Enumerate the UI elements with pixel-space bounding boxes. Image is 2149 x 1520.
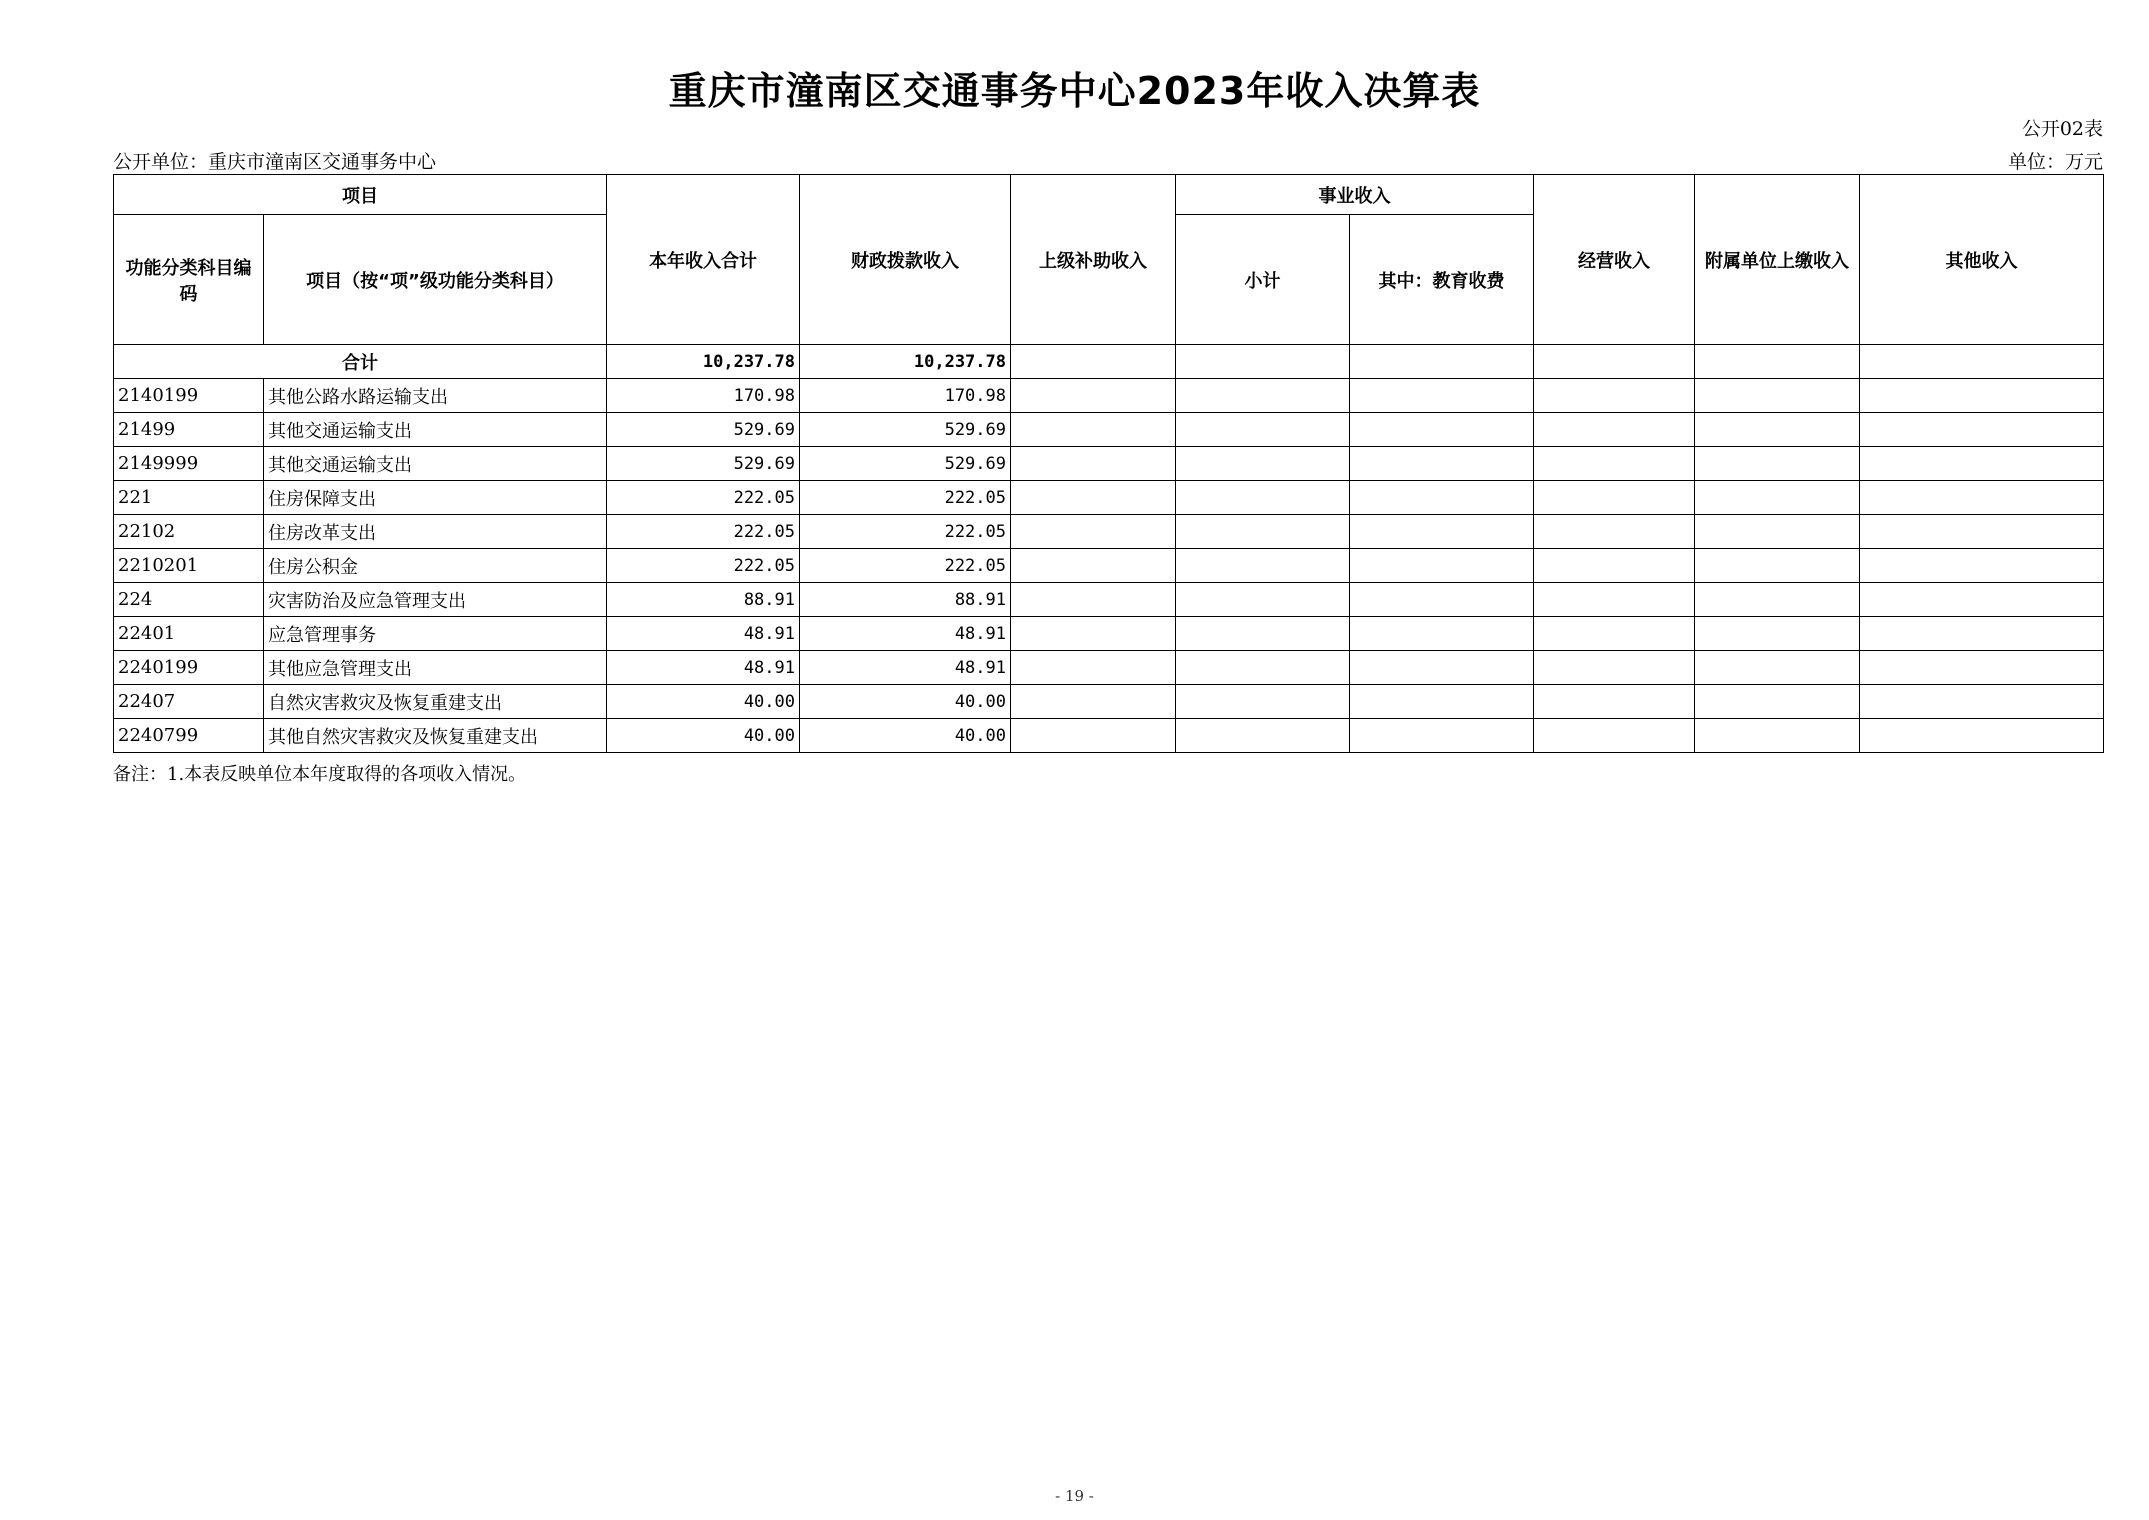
table-row [114, 447, 2104, 481]
row-name: 住房保障支出 [264, 481, 607, 515]
table-row [114, 481, 2104, 515]
row-total: 222.05 [607, 549, 800, 583]
row-name: 其他公路水路运输支出 [264, 379, 607, 413]
row-total: 222.05 [607, 481, 800, 515]
row-fiscal: 170.98 [800, 379, 1011, 413]
row-total: 170.98 [607, 379, 800, 413]
total-row [114, 345, 2104, 379]
row-code: 22102 [114, 515, 264, 549]
header-education: 其中：教育收费 [1350, 215, 1534, 345]
page-title: 重庆市潼南区交通事务中心2023年收入决算表 [668, 69, 1481, 113]
row-name: 住房改革支出 [264, 515, 607, 549]
table-row [114, 413, 2104, 447]
row-total: 40.00 [607, 719, 800, 753]
row-fiscal: 222.05 [800, 515, 1011, 549]
header-superior: 上级补助收入 [1011, 175, 1176, 345]
table-row [114, 549, 2104, 583]
footnote: 备注：1.本表反映单位本年度取得的各项收入情况。 [113, 764, 527, 785]
header-fiscal: 财政拨款收入 [800, 175, 1011, 345]
row-total: 48.91 [607, 617, 800, 651]
header-affiliated: 附属单位上缴收入 [1695, 175, 1860, 345]
row-name: 灾害防治及应急管理支出 [264, 583, 607, 617]
row-code: 221 [114, 481, 264, 515]
row-fiscal: 222.05 [800, 481, 1011, 515]
form-number: 公开02表 [2021, 118, 2103, 140]
row-fiscal: 529.69 [800, 447, 1011, 481]
row-code: 21499 [114, 413, 264, 447]
row-fiscal: 88.91 [800, 583, 1011, 617]
row-name: 其他应急管理支出 [264, 651, 607, 685]
row-name: 其他交通运输支出 [264, 447, 607, 481]
income-table [113, 174, 2104, 753]
row-code: 22407 [114, 685, 264, 719]
currency-unit: 单位：万元 [2007, 151, 2103, 173]
table-row [114, 685, 2104, 719]
header-total-income: 本年收入合计 [607, 175, 800, 345]
total-fiscal-cell: 10,237.78 [800, 345, 1011, 379]
row-code: 2140199 [114, 379, 264, 413]
table-row [114, 719, 2104, 753]
table-row [114, 583, 2104, 617]
row-name: 住房公积金 [264, 549, 607, 583]
row-name: 应急管理事务 [264, 617, 607, 651]
row-total: 48.91 [607, 651, 800, 685]
row-total: 40.00 [607, 685, 800, 719]
row-name: 其他交通运输支出 [264, 413, 607, 447]
row-fiscal: 40.00 [800, 719, 1011, 753]
row-name: 自然灾害救灾及恢复重建支出 [264, 685, 607, 719]
row-fiscal: 40.00 [800, 685, 1011, 719]
row-total: 88.91 [607, 583, 800, 617]
row-fiscal: 222.05 [800, 549, 1011, 583]
table-row [114, 651, 2104, 685]
row-code: 224 [114, 583, 264, 617]
row-fiscal: 48.91 [800, 617, 1011, 651]
row-fiscal: 529.69 [800, 413, 1011, 447]
row-name: 其他自然灾害救灾及恢复重建支出 [264, 719, 607, 753]
table-row [114, 617, 2104, 651]
row-total: 529.69 [607, 413, 800, 447]
row-total: 529.69 [607, 447, 800, 481]
row-code: 2240199 [114, 651, 264, 685]
row-code: 2240799 [114, 719, 264, 753]
header-other: 其他收入 [1860, 175, 2104, 345]
header-business: 事业收入 [1176, 175, 1534, 215]
header-operating: 经营收入 [1534, 175, 1695, 345]
page-number: - 19 - [1055, 1487, 1094, 1505]
header-code: 功能分类科目编码 [114, 215, 264, 345]
row-total: 222.05 [607, 515, 800, 549]
row-code: 2210201 [114, 549, 264, 583]
header-subtotal: 小计 [1176, 215, 1350, 345]
total-income-cell: 10,237.78 [607, 345, 800, 379]
table-row [114, 379, 2104, 413]
row-code: 22401 [114, 617, 264, 651]
total-label: 合计 [114, 345, 607, 379]
header-project: 项目 [114, 175, 607, 215]
header-name: 项目（按“项”级功能分类科目） [264, 215, 607, 345]
table-row [114, 515, 2104, 549]
reporting-unit: 公开单位：重庆市潼南区交通事务中心 [113, 151, 437, 173]
row-code: 2149999 [114, 447, 264, 481]
row-fiscal: 48.91 [800, 651, 1011, 685]
